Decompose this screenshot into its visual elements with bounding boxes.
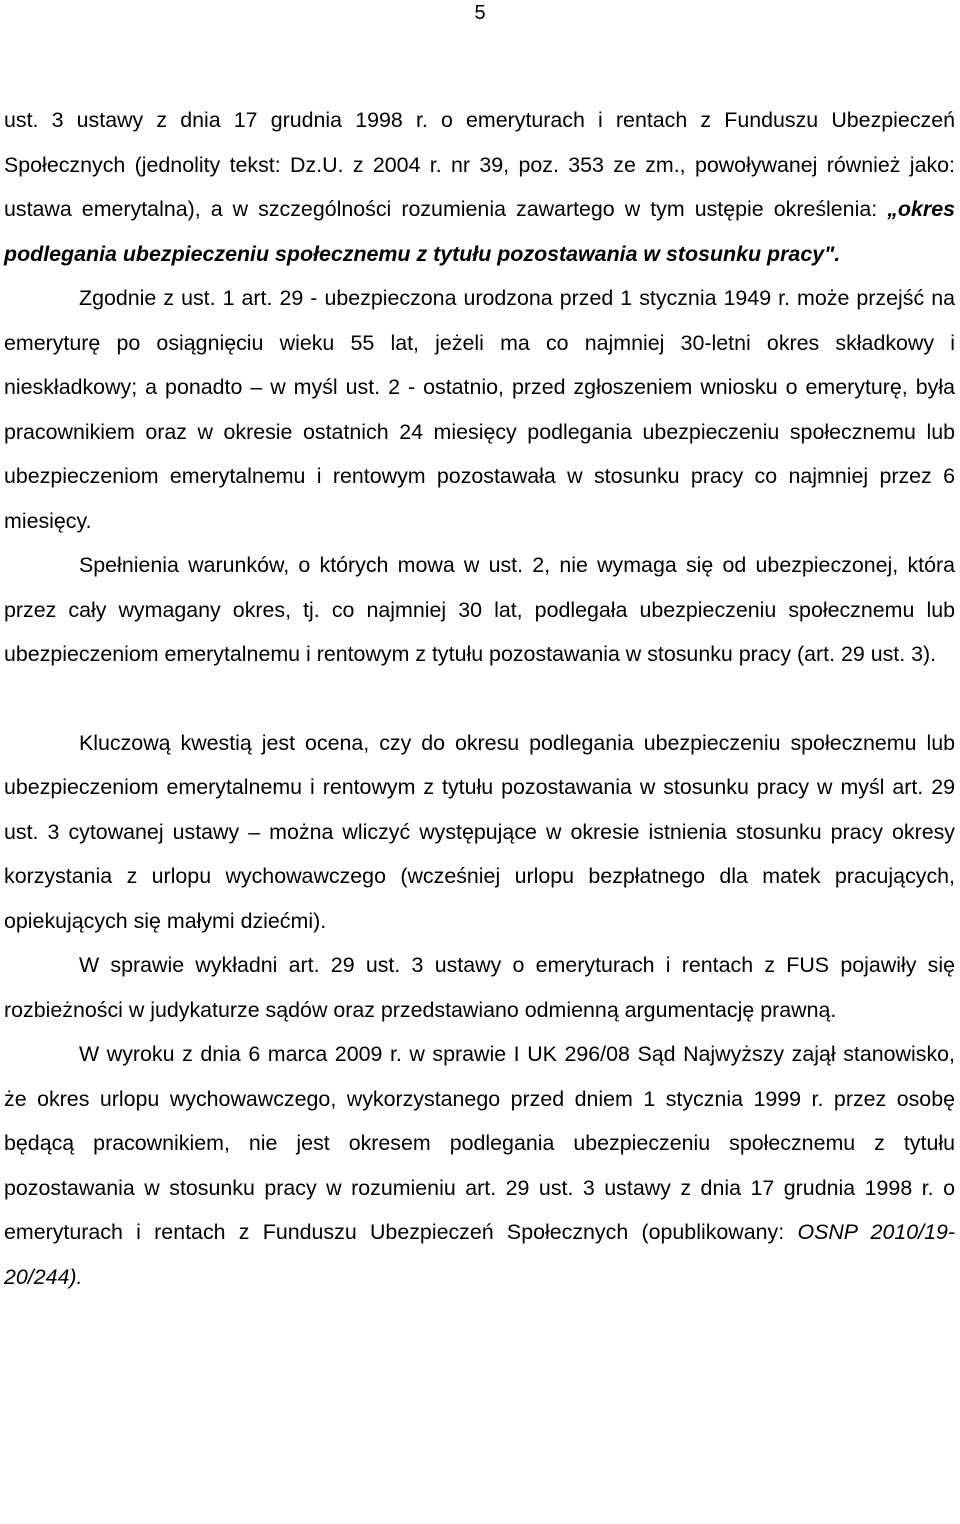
paragraph-intro bbox=[4, 98, 955, 276]
page-number: 5 bbox=[474, 2, 486, 24]
citation-reference: OSNP 2010/19-20/244). bbox=[4, 1220, 955, 1289]
quoted-term: „okres podlegania ubezpieczeniu społecznemu z tytułu pozostawania w stosunku pracy". bbox=[4, 197, 955, 266]
paragraph-art29 bbox=[4, 276, 955, 543]
paragraph-intro-text: ust. 3 ustawy z dnia 17 grudnia 1998 r. o emeryturach i rentach z Funduszu Ubezpieczeń Społecznych (jednolity tekst: Dz.U. z 2004 r. nr 39, poz. 353 ze zm., powoływanej również jako: ustawa emerytalna), a w szczególności rozumienia zawartego w tym ustępie określenia: bbox=[4, 108, 955, 221]
paragraph-kluczowa bbox=[4, 721, 955, 944]
paragraph-art29-text: Zgodnie z ust. 1 art. 29 - ubezpieczona urodzona przed 1 stycznia 1949 r. może przejść na emeryturę po osiągnięciu wieku 55 lat, jeżeli ma co najmniej 30-letni okres składkowy i nieskładkowy; a ponadto – w myśl ust. 2 - ostatnio, przed zgłoszeniem wniosku o emeryturę, była pracownikiem oraz w okresie ostatnich 24 miesięcy podlegania ubezpieczeniu społecznemu lub ubezpieczeniom emerytalnemu i rentowym pozostawała w stosunku pracy co najmniej przez 6 miesięcy. bbox=[4, 286, 955, 533]
paragraph-kluczowa-text: Kluczową kwestią jest ocena, czy do okresu podlegania ubezpieczeniu społecznemu lub ubezpieczeniom emerytalnemu i rentowym z tytułu pozostawania w stosunku pracy w myśl art. 29 ust. 3 cytowanej ustawy – można wliczyć występujące w okresie istnienia stosunku pracy okresy korzystania z urlopu wychowawczego (wcześniej urlopu bezpłatnego dla matek pracujących, opiekujących się małymi dziećmi). bbox=[4, 730, 955, 933]
paragraph-spelnienia-text: Spełnienia warunków, o których mowa w ust. 2, nie wymaga się od ubezpieczonej, która przez cały wymagany okres, tj. co najmniej 30 lat, podlegała ubezpieczeniu społecznemu lub ubezpieczeniom emerytalnemu i rentowym z tytułu pozostawania w stosunku pracy (art. 29 ust. 3). bbox=[4, 553, 955, 666]
document-body bbox=[4, 98, 955, 1299]
paragraph-wykladnia-text: W sprawie wykładni art. 29 ust. 3 ustawy o emeryturach i rentach z FUS pojawiły się rozbieżności w judykaturze sądów oraz przedstawiano odmienną argumentację prawną. bbox=[4, 953, 955, 1022]
paragraph-wykladnia bbox=[4, 943, 955, 1032]
paragraph-spelnienia bbox=[4, 543, 955, 677]
paragraph-wyrok bbox=[4, 1032, 955, 1299]
paragraph-wyrok-text: W wyroku z dnia 6 marca 2009 r. w sprawie I UK 296/08 Sąd Najwyższy zajął stanowisko, że okres urlopu wychowawczego, wykorzystanego przed dniem 1 stycznia 1999 r. przez osobę będącą pracownikiem, nie jest okresem podlegania ubezpieczeniu społecznemu z tytułu pozostawania w stosunku pracy w rozumieniu art. 29 ust. 3 ustawy z dnia 17 grudnia 1998 r. o emeryturach i rentach z Funduszu Ubezpieczeń Społecznych (opublikowany: bbox=[4, 1042, 955, 1244]
